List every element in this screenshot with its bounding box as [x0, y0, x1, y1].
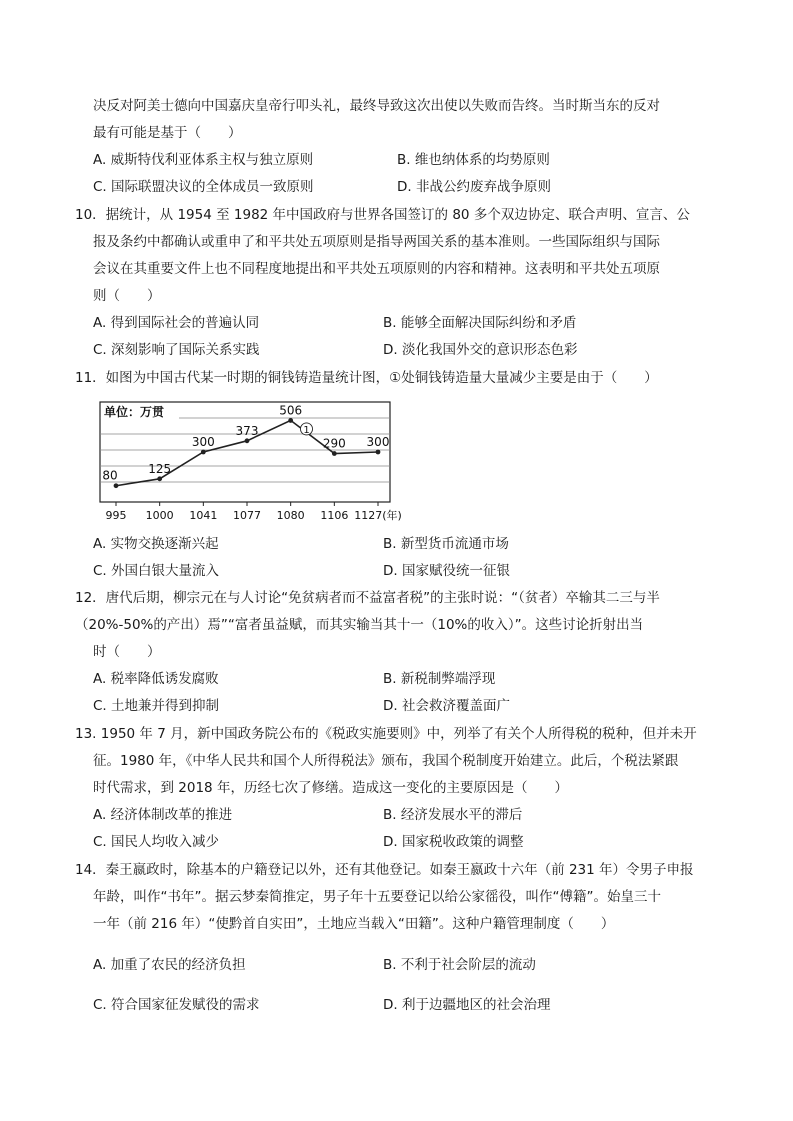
data-point-995: [114, 483, 119, 488]
q10-option-d: D. 淡化我国外交的意识形态色彩: [383, 342, 578, 358]
data-point-1000: [157, 476, 162, 481]
q14-line-1: 14．秦王嬴政时，除基本的户籍登记以外，还有其他登记。如秦王嬴政十六年（前 231 年）令男子申报: [75, 862, 694, 878]
q13-option-a: A. 经济体制改革的推进: [93, 807, 233, 823]
q12-option-d: D. 社会救济覆盖面广: [383, 698, 510, 714]
x-tick-label-1106: 1106: [320, 509, 349, 522]
chart-svg: [96, 398, 402, 523]
q10-line-3: 会议在其重要文件上也不同程度地提出和平共处五项原则的内容和精神。这表明和平共处五项原: [93, 261, 660, 277]
q12-line-2: （20%-50%的产出）焉”“富者虽益赋，而其实输当其十一（10%的收入）”。这些讨论折射出当: [75, 617, 644, 633]
q14-option-c: C. 符合国家征发赋役的需求: [93, 997, 260, 1013]
annotation-marker: 1: [303, 424, 310, 436]
q14-option-a: A. 加重了农民的经济负担: [93, 957, 246, 973]
data-point-1041: [201, 450, 206, 455]
q11-option-d: D. 国家赋役统一征银: [383, 563, 510, 579]
data-point-1127: [376, 450, 381, 455]
q9-line-2: 最有可能是基于（ ）: [93, 125, 242, 141]
q13-option-c: C. 国民人均收入减少: [93, 834, 220, 850]
x-tick-label-1127: 1127(年): [354, 509, 402, 522]
q10-option-b: B. 能够全面解决国际纠纷和矛盾: [383, 315, 577, 331]
chart-x-ticks: [106, 502, 402, 522]
data-label-1080: 506: [279, 403, 303, 418]
q11-option-b: B. 新型货币流通市场: [383, 536, 509, 552]
x-tick-label-1077: 1077: [233, 509, 261, 522]
data-label-1041: 300: [191, 435, 215, 449]
q14-option-d: D. 利于边疆地区的社会治理: [383, 997, 551, 1013]
q11-option-c: C. 外国白银大量流入: [93, 563, 220, 579]
copper-coin-chart: [96, 398, 402, 523]
q14-line-2: 年龄，叫作“书年”。据云梦秦简推定，男子年十五要登记以给公家徭役，叫作“傅籍”。始皇三十: [93, 889, 661, 905]
q13-option-d: D. 国家税收政策的调整: [383, 834, 524, 850]
q13-line-2: 征。1980 年，《中华人民共和国个人所得税法》颁布，我国个税制度开始建立。此后，个税法紧跟: [93, 753, 679, 769]
q9-line-1: 决反对阿美士德向中国嘉庆皇帝行叩头礼，最终导致这次出使以失败而告终。当时斯当东的反对: [93, 98, 660, 114]
q14-line-3: 一年（前 216 年）“使黔首自实田”，土地应当载入“田籍”。这种户籍管理制度（ ）: [93, 916, 615, 932]
data-label-995: 80: [102, 468, 118, 483]
q9-option-a: A. 威斯特伐利亚体系主权与独立原则: [93, 152, 314, 168]
q10-option-c: C. 深刻影响了国际关系实践: [93, 342, 260, 358]
q9-option-d: D. 非战公约废弃战争原则: [397, 179, 551, 195]
q12-line-3: 时（ ）: [93, 644, 161, 660]
q13-line-1: 13. 1950 年 7 月，新中国政务院公布的《税政实施要则》中，列举了有关个人所得税的税种，但并未开: [75, 726, 697, 742]
chart-title: 单位：万贯: [104, 405, 165, 419]
q10-line-1: 10．据统计，从 1954 至 1982 年中国政府与世界各国签订的 80 多个双边协定、联合声明、宣言、公: [75, 207, 690, 223]
q11-option-a: A. 实物交换逐渐兴起: [93, 536, 219, 552]
q10-line-2: 报及条约中都确认或重申了和平共处五项原则是指导两国关系的基本准则。一些国际组织与国际: [93, 234, 660, 250]
q9-option-c: C. 国际联盟决议的全体成员一致原则: [93, 179, 314, 195]
q13-line-3: 时代需求，到 2018 年，历经七次了修缮。造成这一变化的主要原因是（ ）: [93, 780, 568, 796]
data-label-1106: 290: [322, 436, 346, 451]
data-label-1000: 125: [148, 461, 172, 476]
x-tick-label-1080: 1080: [276, 509, 305, 522]
q10-option-a: A. 得到国际社会的普遍认同: [93, 315, 260, 331]
data-point-1106: [332, 451, 337, 456]
q12-line-1: 12．唐代后期，柳宗元在与人讨论“免贫病者而不益富者税”的主张时说：“（贫者）卒输其二三与半: [75, 590, 660, 606]
q14-option-b: B. 不利于社会阶层的流动: [383, 957, 536, 973]
data-label-1077: 373: [235, 423, 259, 438]
x-tick-label-1000: 1000: [145, 509, 174, 522]
data-point-1080: [288, 418, 293, 423]
q11-line-1: 11．如图为中国古代某一时期的铜钱铸造量统计图，①处铜钱铸造量大量减少主要是由于（ ）: [75, 370, 658, 386]
data-label-1127: 300: [366, 435, 390, 449]
q12-option-a: A. 税率降低诱发腐败: [93, 671, 219, 687]
q9-option-b: B. 维也纳体系的均势原则: [397, 152, 550, 168]
q10-line-4: 则（ ）: [93, 288, 161, 304]
data-point-1077: [245, 438, 250, 443]
x-tick-label-1041: 1041: [189, 509, 218, 522]
q12-option-c: C. 土地兼并得到抑制: [93, 698, 220, 714]
x-tick-label-995: 995: [105, 509, 127, 522]
q13-option-b: B. 经济发展水平的滞后: [383, 807, 523, 823]
q12-option-b: B. 新税制弊端浮现: [383, 671, 496, 687]
